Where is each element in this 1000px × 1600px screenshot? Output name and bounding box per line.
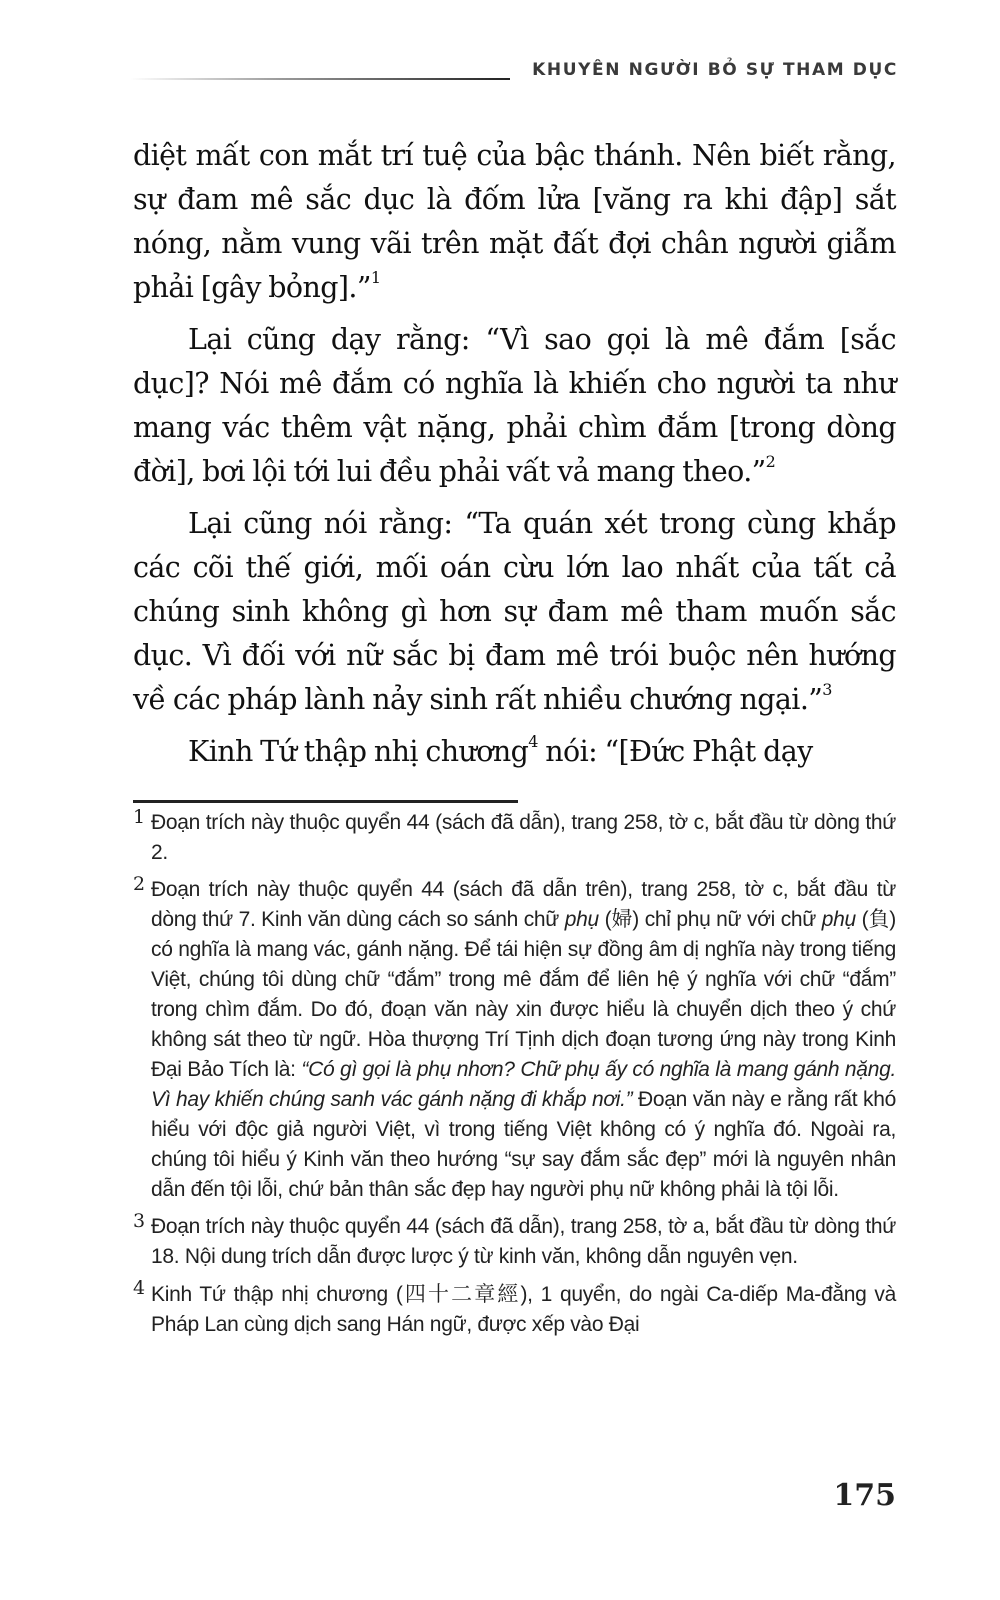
paragraph: Kinh Tứ thập nhị chương$^4$ nói: “[Đức Phật dạy: [188, 732, 813, 768]
footnote-ref[interactable]: 3: [822, 680, 832, 699]
main-text: [133, 134, 896, 782]
footnote-ref[interactable]: 4: [528, 732, 538, 751]
footnotes: [133, 808, 896, 1347]
footnote-ref[interactable]: 2: [765, 452, 776, 471]
header-rule: [130, 78, 510, 80]
footnote: 3 Đoạn trích này thuộc quyển 44 (sách đã dẫn), trang 258, tờ a, bắt đầu từ dòng thứ 18. Nội dung trích dẫn được lược ý từ kinh văn, không dẫn nguyên vẹn.: [133, 1212, 896, 1272]
page-number: 175: [833, 1478, 896, 1513]
footnote-number: 2: [133, 873, 145, 895]
footnote-separator: [133, 800, 518, 803]
paragraph: Lại cũng dạy rằng: “Vì sao gọi là mê đắm [sắc dục]? Nói mê đắm có nghĩa là khiến cho người ta như mang vác thêm vật nặng, phải chìm đắm [trong dòng đời], bơi lội tới lui đều phải vất vả mang theo.”$^2$: [133, 323, 896, 488]
footnote-ref[interactable]: 1: [370, 268, 381, 287]
footnote: 1 Đoạn trích này thuộc quyển 44 (sách đã dẫn), trang 258, tờ c, bắt đầu từ dòng thứ 2.: [133, 808, 896, 868]
running-title: KHUYÊN NGƯỜI BỎ SỰ THAM DỤC: [532, 60, 898, 80]
footnote: 4 Kinh Tứ thập nhị chương (四十二章經), 1 quyển, do ngài Ca-diếp Ma-đằng và Pháp Lan cùng dịch sang Hán ngữ, được xếp vào Đại: [133, 1279, 896, 1340]
footnote-number: 1: [133, 806, 145, 828]
running-header: [130, 60, 898, 84]
footnote-number: 3: [133, 1210, 145, 1232]
footnote-number: 4: [133, 1277, 145, 1299]
paragraph: Lại cũng nói rằng: “Ta quán xét trong cùng khắp các cõi thế giới, mối oán cừu lớn lao nhất của tất cả chúng sinh không gì hơn sự đam mê tham muốn sắc dục. Vì đối với nữ sắc bị đam mê trói buộc nên hướng về các pháp lành nảy sinh rất nhiều chướng ngại.”$^3$: [133, 507, 896, 716]
paragraph: diệt mất con mắt trí tuệ của bậc thánh. Nên biết rằng, sự đam mê sắc dục là đốm lửa [văng ra khi đập] sắt nóng, nằm vung vãi trên mặt đất đợi chân người giẫm phải [gây bỏng].”$^1$: [133, 139, 896, 304]
footnote: 2 Đoạn trích này thuộc quyển 44 (sách đã dẫn trên), trang 258, tờ c, bắt đầu từ dòng thứ 7. Kinh văn dùng cách so sánh chữ phụ (婦) chỉ phụ nữ với chữ phụ (負) có nghĩa là mang vác, gánh nặng. Để tái hiện sự đồng âm dị nghĩa này trong tiếng Việt, chúng tôi dùng chữ “đắm” trong mê đắm để liên hệ ý nghĩa với chữ “đắm” trong chìm đắm. Do đó, đoạn văn này xin được hiểu là chuyển dịch theo ý chứ không sát theo từ ngữ. Hòa thượng Trí Tịnh dịch đoạn tương ứng này trong Kinh Đại Bảo Tích là: “Có gì gọi là phụ nhơn? Chữ phụ ấy có nghĩa là mang gánh nặng. Vì hay khiến chúng sanh vác gánh nặng đi khắp nơi.” Đoạn văn này e rằng rất khó hiểu với độc giả người Việt, vì trong tiếng Việt không có ý nghĩa đó. Ngoài ra, chúng tôi hiểu ý Kinh văn theo hướng “sự say đắm sắc đẹp” mới là nguyên nhân dẫn đến tội lỗi, chứ bản thân sắc đẹp hay người phụ nữ không phải là tội lỗi.: [133, 875, 896, 1205]
